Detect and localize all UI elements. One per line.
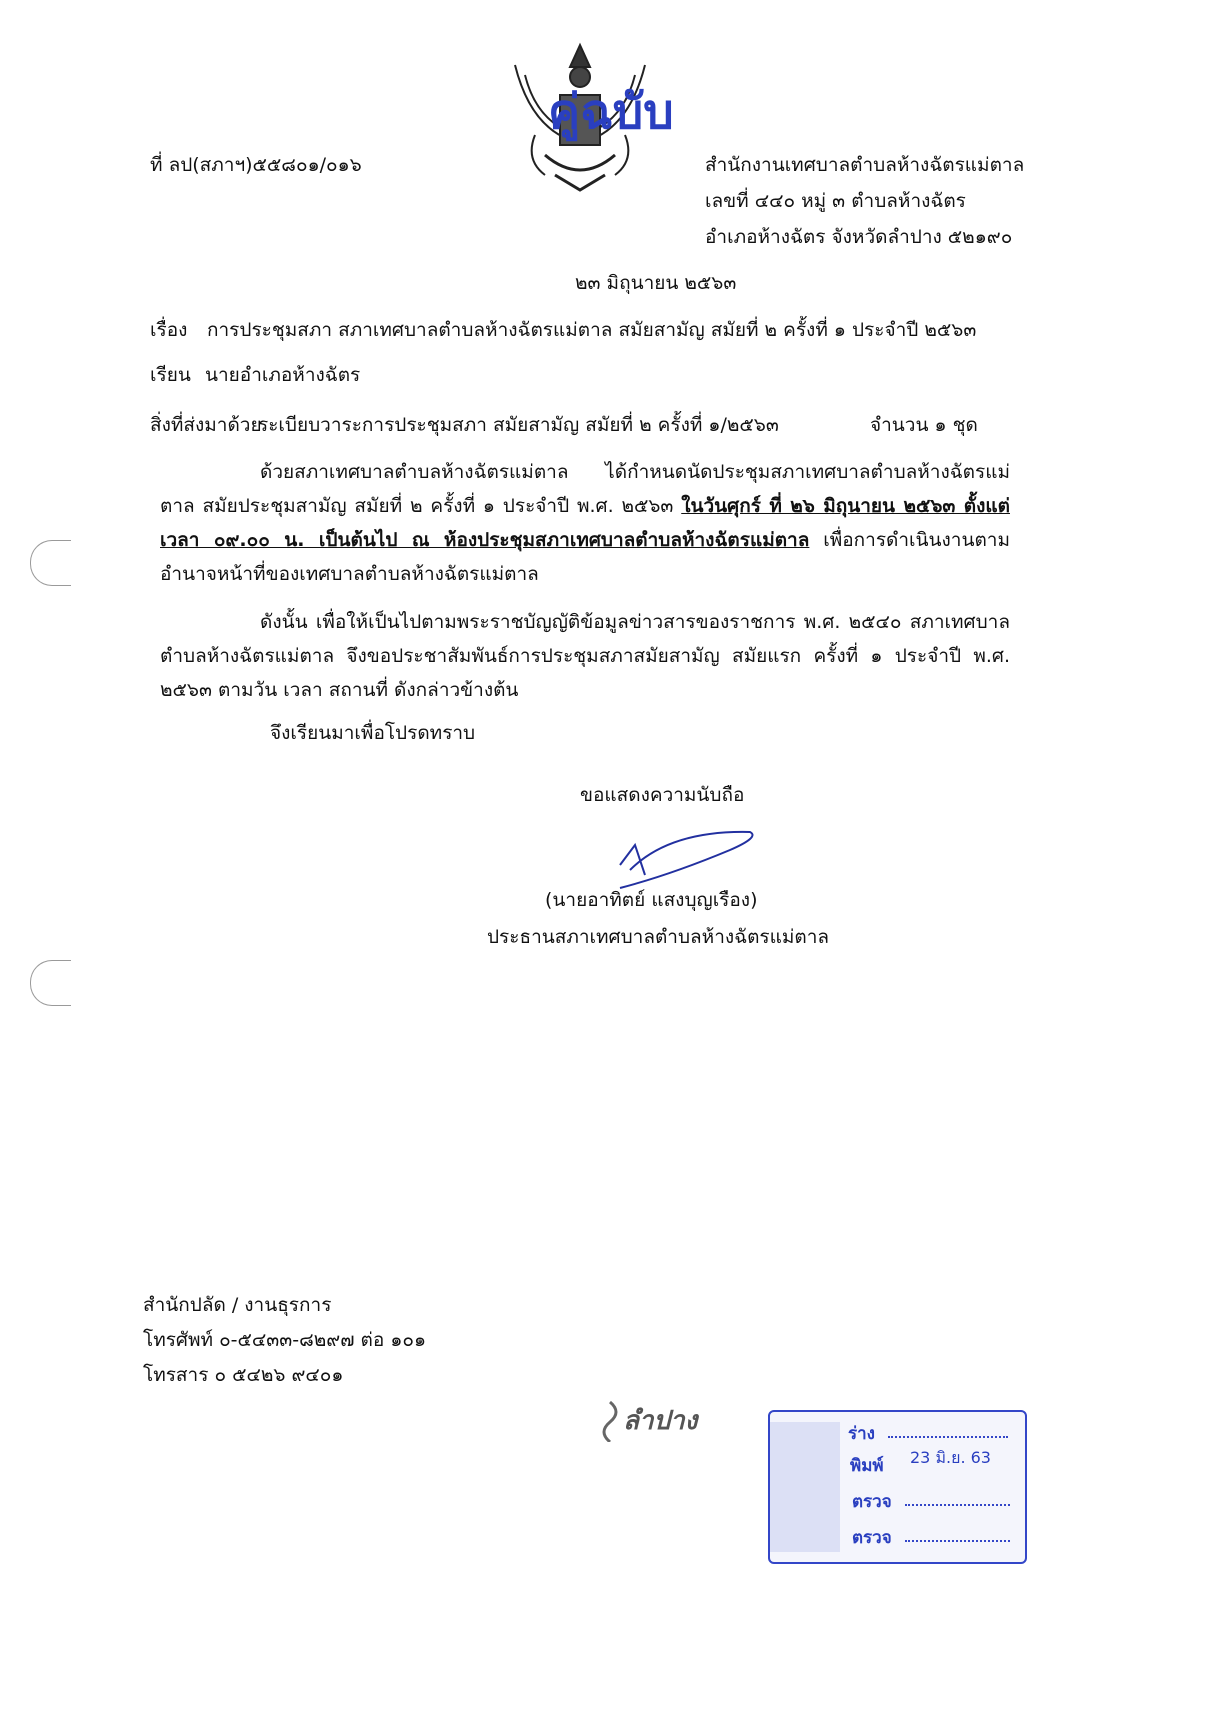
lampang-logo-icon (595, 1397, 625, 1442)
subject-text: การประชุมสภา สภาเทศบาลตำบลห้างฉัตรแม่ตาล สมัยสามัญ สมัยที่ ๒ ครั้งที่ ๑ ประจำปี ๒๕๖๓ (207, 319, 977, 341)
routing-line-check-2 (905, 1540, 1010, 1542)
routing-row-check-2: ตรวจ (852, 1528, 892, 1548)
copy-stamp: คู่ฉบับ (548, 84, 674, 140)
routing-line-check-1 (905, 1504, 1010, 1506)
enclosure-label: สิ่งที่ส่งมาด้วย (150, 414, 262, 436)
footer-fax: โทรสาร ๐ ๕๔๒๖ ๙๔๐๑ (143, 1364, 344, 1386)
routing-row-check-1: ตรวจ (852, 1492, 892, 1512)
enclosure-text: ระเบียบวาระการประชุมสภา สมัยสามัญ สมัยที่ ๒ ครั้งที่ ๑/๒๕๖๓ (258, 414, 779, 436)
punch-hole-top (30, 540, 71, 586)
body-paragraph-3: จึงเรียนมาเพื่อโปรดทราบ (270, 722, 476, 744)
closing: ขอแสดงความนับถือ (580, 784, 745, 806)
document-number: ที่ ลป(สภาฯ)๕๕๘๐๑/๐๑๖ (150, 154, 362, 176)
office-line-1: สำนักงานเทศบาลตำบลห้างฉัตรแม่ตาล (705, 154, 1025, 176)
meeting-date-highlight: ในวันศุกร์ ที่ ๒๖ มิถุนายน ๒๕๖๓ ตั้งแต่เวลา ๐๙.๐๐ น. เป็นต้นไป ณ ห้องประชุมสภาเทศบาลตำบลห้างฉัตรแม่ตาล (160, 495, 1010, 551)
document-date: ๒๓ มิถุนายน ๒๕๖๓ (575, 272, 737, 294)
routing-stamp-smudge (770, 1422, 840, 1552)
para1-part-a: ด้วยสภาเทศบาลตำบลห้างฉัตรแม่ตาล ได้กำหนดนัดประชุมสภาเทศบาลตำบลห้างฉัตรแม่ตาล สมัยประชุมสามัญ สมัยที่ ๒ ครั้งที่ ๑ ประจำปี พ.ศ. ๒๕๖๓ (160, 461, 1010, 517)
routing-row-print: พิมพ์ (850, 1456, 884, 1476)
lampang-logo-text: ลำปาง (623, 1406, 698, 1436)
footer-department: สำนักปลัด / งานธุรการ (143, 1294, 332, 1316)
para1-part-c: เพื่อการดำเนินงานตามอำนาจหน้าที่ของเทศบาลตำบลห้างฉัตรแม่ตาล (160, 529, 1010, 585)
lampang-logo (595, 1392, 725, 1447)
signer-name: (นายอาทิตย์ แสงบุญเรือง) (545, 889, 758, 911)
body-paragraph-1 (160, 455, 1010, 591)
office-line-3: อำเภอห้างฉัตร จังหวัดลำปาง ๕๒๑๙๐ (705, 226, 1013, 248)
to-text: นายอำเภอห้างฉัตร (205, 364, 361, 386)
footer-phone: โทรศัพท์ ๐-๕๔๓๓-๘๒๙๗ ต่อ ๑๐๑ (143, 1329, 427, 1351)
office-line-2: เลขที่ ๔๔๐ หมู่ ๓ ตำบลห้างฉัตร (705, 190, 966, 212)
routing-stamp (768, 1410, 1027, 1564)
signer-title: ประธานสภาเทศบาลตำบลห้างฉัตรแม่ตาล (487, 926, 830, 948)
routing-row-draft: ร่าง (848, 1424, 875, 1444)
enclosure-quantity: จำนวน ๑ ชุด (870, 414, 978, 436)
to-label: เรียน (150, 364, 191, 386)
punch-hole-bottom (30, 960, 71, 1006)
body-paragraph-2: ดังนั้น เพื่อให้เป็นไปตามพระราชบัญญัติข้อมูลข่าวสารของราชการ พ.ศ. ๒๕๔๐ สภาเทศบาลตำบลห้างฉัตรแม่ตาล จึงขอประชาสัมพันธ์การประชุมสภาสมัยสามัญ สมัยแรก ครั้งที่ ๑ ประจำปี พ.ศ. ๒๕๖๓ ตามวัน เวลา สถานที่ ดังกล่าวข้างต้น (160, 611, 1010, 701)
routing-print-date: 23 มิ.ย. 63 (910, 1448, 991, 1467)
subject-label: เรื่อง (150, 319, 188, 341)
routing-line-draft (888, 1436, 1008, 1438)
